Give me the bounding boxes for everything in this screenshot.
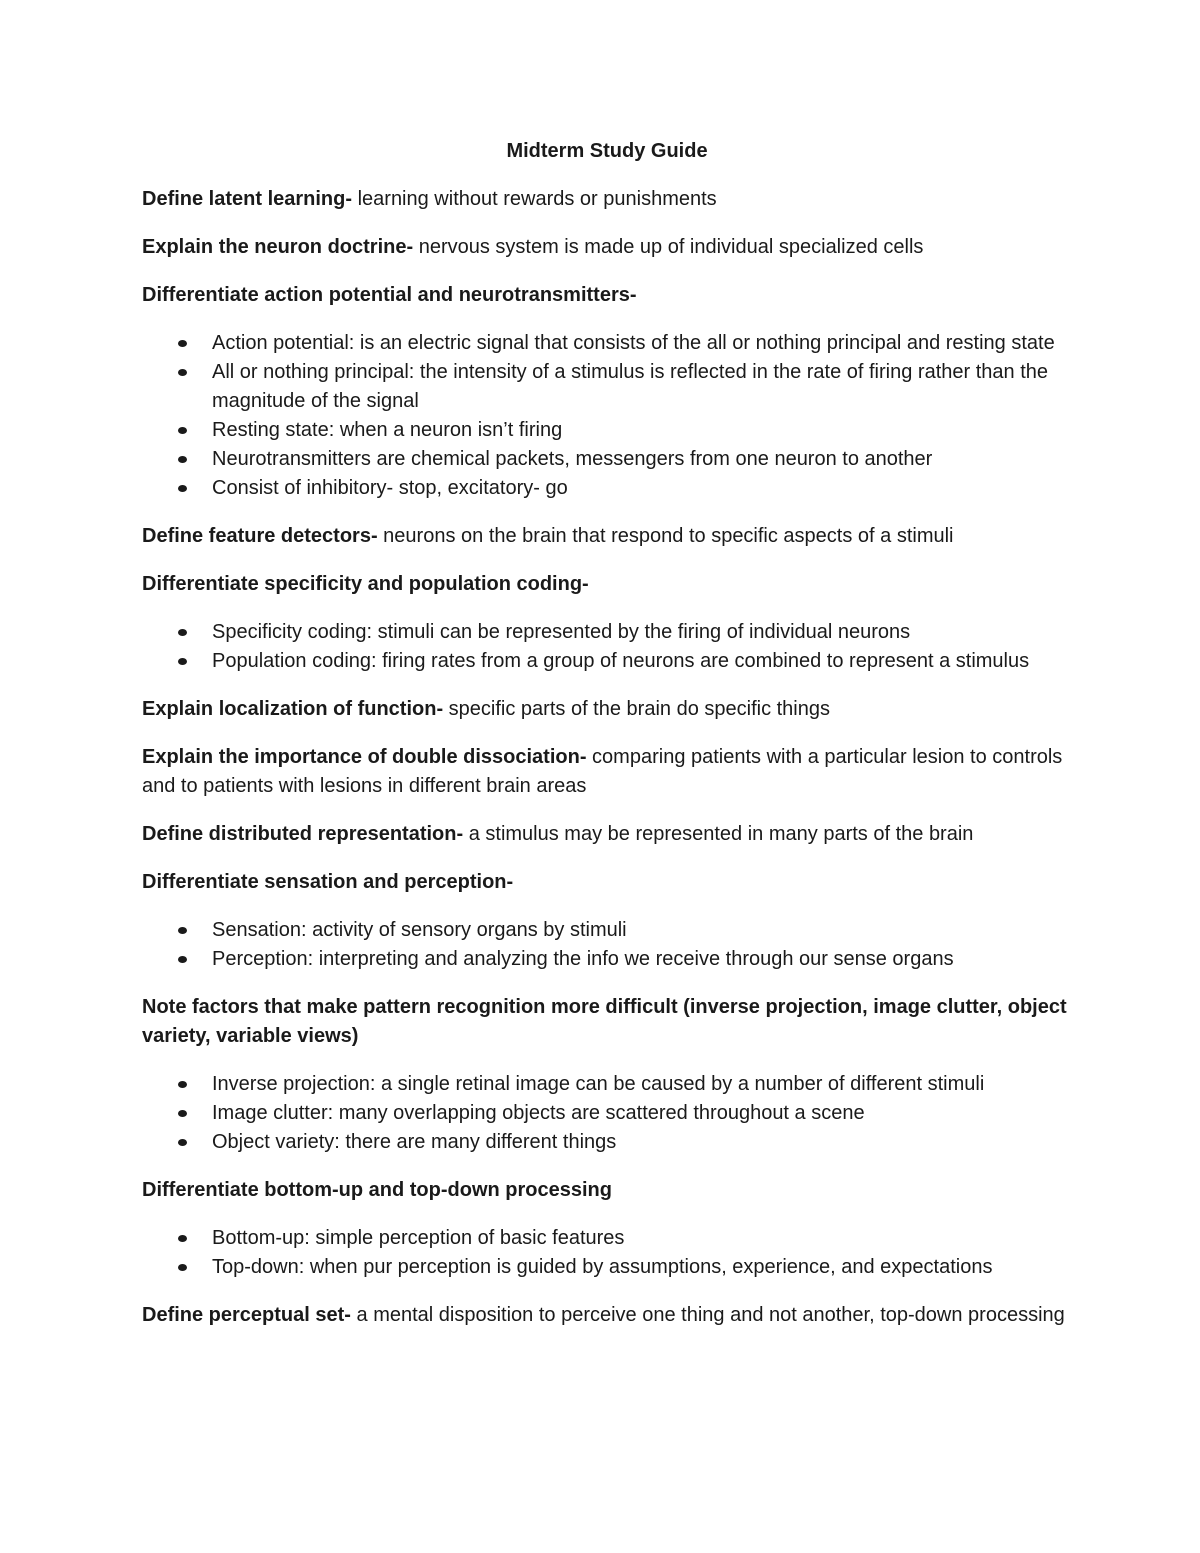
list-item bbox=[142, 647, 1072, 676]
section-heading: Note factors that make pattern recognition more difficult (inverse projection, image clutter, object variety, variable views) bbox=[142, 996, 1067, 1047]
list-item bbox=[142, 445, 1072, 474]
bullet-icon bbox=[178, 456, 187, 463]
list-item-text: Specificity coding: stimuli can be represented by the firing of individual neurons bbox=[212, 621, 911, 643]
definition-text: a stimulus may be represented in many parts of the brain bbox=[463, 823, 974, 845]
definition-paragraph bbox=[142, 743, 1072, 801]
term-label: Define distributed representation- bbox=[142, 823, 464, 845]
definition-paragraph bbox=[142, 522, 1072, 551]
list-item-text: Resting state: when a neuron isn’t firing bbox=[212, 419, 563, 441]
definition-text: a mental disposition to perceive one thing and not another, top-down processing bbox=[350, 1304, 1065, 1326]
list-item-text: Neurotransmitters are chemical packets, messengers from one neuron to another bbox=[212, 448, 933, 470]
definition-paragraph bbox=[142, 233, 1072, 262]
list-item bbox=[142, 416, 1072, 445]
bullet-icon bbox=[178, 369, 187, 376]
list-item bbox=[142, 945, 1072, 974]
definition-text: nervous system is made up of individual specialized cells bbox=[413, 236, 924, 258]
list-item-text: Sensation: activity of sensory organs by stimuli bbox=[212, 919, 627, 941]
bullet-list bbox=[142, 916, 1072, 974]
study-guide-document bbox=[142, 137, 1072, 1349]
list-item bbox=[142, 1099, 1072, 1128]
section-heading: Differentiate specificity and population coding- bbox=[142, 573, 589, 595]
term-label: Explain the importance of double dissociation- bbox=[142, 746, 587, 768]
list-item-text: All or nothing principal: the intensity of a stimulus is reflected in the rate of firing rather than the magnitude of the signal bbox=[212, 361, 1048, 412]
definition-paragraph bbox=[142, 695, 1072, 724]
list-item bbox=[142, 916, 1072, 945]
bullet-icon bbox=[178, 658, 187, 665]
list-item-text: Consist of inhibitory- stop, excitatory- go bbox=[212, 477, 568, 499]
bullet-icon bbox=[178, 1081, 187, 1088]
bullet-icon bbox=[178, 956, 187, 963]
term-label: Define feature detectors- bbox=[142, 525, 378, 547]
definition-paragraph bbox=[142, 185, 1072, 214]
section-heading: Differentiate action potential and neurotransmitters- bbox=[142, 284, 637, 306]
definition-text: learning without rewards or punishments bbox=[352, 188, 717, 210]
bullet-icon bbox=[178, 1264, 187, 1271]
list-item-text: Population coding: firing rates from a group of neurons are combined to represent a stimulus bbox=[212, 650, 1030, 672]
bullet-icon bbox=[178, 927, 187, 934]
list-item bbox=[142, 1070, 1072, 1099]
bullet-icon bbox=[178, 1235, 187, 1242]
list-item-text: Action potential: is an electric signal that consists of the all or nothing principal and resting state bbox=[212, 332, 1055, 354]
bullet-icon bbox=[178, 1110, 187, 1117]
sections-container bbox=[142, 185, 1072, 1330]
list-item-text: Object variety: there are many different things bbox=[212, 1131, 617, 1153]
list-item bbox=[142, 474, 1072, 503]
bullet-list bbox=[142, 618, 1072, 676]
list-item-text: Image clutter: many overlapping objects are scattered throughout a scene bbox=[212, 1102, 865, 1124]
bullet-icon bbox=[178, 1139, 187, 1146]
list-item bbox=[142, 358, 1072, 416]
bullet-list bbox=[142, 1070, 1072, 1157]
definition-paragraph bbox=[142, 1301, 1072, 1330]
section-heading: Differentiate bottom-up and top-down processing bbox=[142, 1179, 612, 1201]
list-item-text: Inverse projection: a single retinal image can be caused by a number of different stimuli bbox=[212, 1073, 985, 1095]
list-item bbox=[142, 329, 1072, 358]
definition-text: neurons on the brain that respond to specific aspects of a stimuli bbox=[377, 525, 954, 547]
page-title: Midterm Study Guide bbox=[506, 140, 708, 162]
list-item-text: Top-down: when pur perception is guided by assumptions, experience, and expectations bbox=[212, 1256, 993, 1278]
definition-paragraph bbox=[142, 820, 1072, 849]
bullet-icon bbox=[178, 427, 187, 434]
list-item bbox=[142, 1253, 1072, 1282]
definition-text: specific parts of the brain do specific things bbox=[443, 698, 830, 720]
section-heading: Differentiate sensation and perception- bbox=[142, 871, 514, 893]
list-item bbox=[142, 1128, 1072, 1157]
list-item-text: Perception: interpreting and analyzing the info we receive through our sense organs bbox=[212, 948, 954, 970]
term-label: Explain localization of function- bbox=[142, 698, 444, 720]
bullet-list bbox=[142, 1224, 1072, 1282]
definition-text: comparing patients with a particular lesion to controls and to patients with lesions in different brain areas bbox=[142, 746, 1063, 797]
list-item bbox=[142, 1224, 1072, 1253]
list-item bbox=[142, 618, 1072, 647]
bullet-icon bbox=[178, 340, 187, 347]
term-label: Explain the neuron doctrine- bbox=[142, 236, 414, 258]
bullet-icon bbox=[178, 629, 187, 636]
bullet-icon bbox=[178, 485, 187, 492]
bullet-list bbox=[142, 329, 1072, 503]
term-label: Define perceptual set- bbox=[142, 1304, 351, 1326]
term-label: Define latent learning- bbox=[142, 188, 353, 210]
list-item-text: Bottom-up: simple perception of basic features bbox=[212, 1227, 625, 1249]
